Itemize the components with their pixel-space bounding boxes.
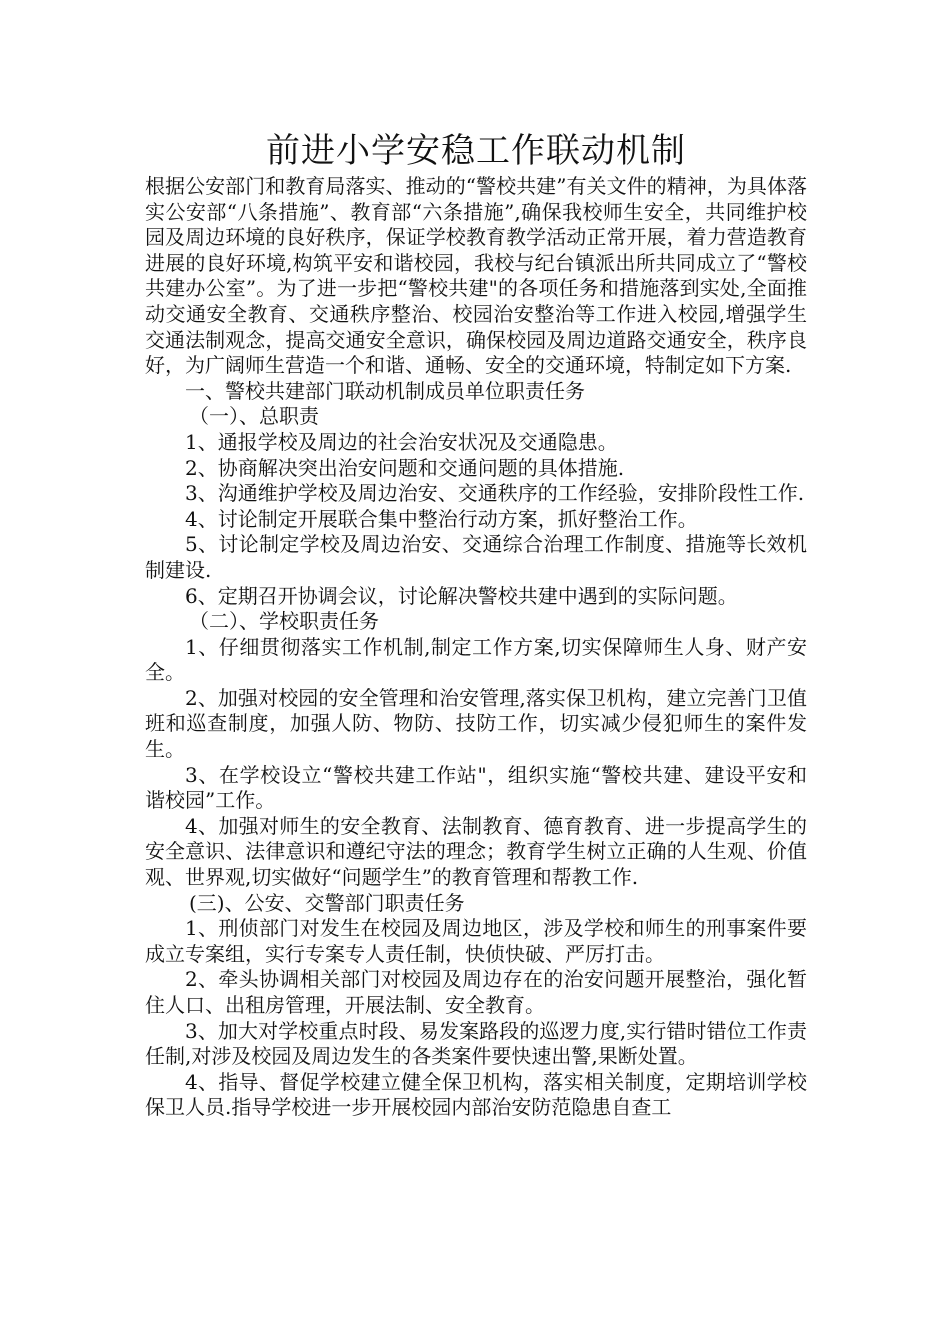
list-item: 1、通报学校及周边的社会治安状况及交通隐患。 <box>185 429 618 454</box>
list-item: 5、讨论制定学校及周边治安、交通综合治理工作制度、措施等长效机制建设. <box>145 532 807 582</box>
list-item: 6、定期召开协调会议，讨论解决警校共建中遇到的实际问题。 <box>185 583 738 608</box>
document-body <box>145 174 807 1121</box>
section-heading: 一、警校共建部门联动机制成员单位职责任务 <box>185 378 585 403</box>
intro-paragraph: 根据公安部门和教育局落实、推动的“警校共建”有关文件的精神，为具体落实公安部“八条措施”、教育部“六条措施”,确保我校师生安全，共同维护校园及周边环境的良好秩序，保证学校教育教学活动正常开展，着力营造教育进展的良好环境,构筑平安和谐校园，我校与纪台镇派出所共同成立了“警校共建办公室”。为了进一步把“警校共建"的各项任务和措施落到实处,全面推动交通安全教育、交通秩序整治、校园治安整治等工作进入校园,增强学生交通法制观念，提高交通安全意识，确保校园及周边道路交通安全，秩序良好，为广阔师生营造一个和谐、通畅、安全的交通环境，特制定如下方案. <box>145 174 807 378</box>
list-item: 2、协商解决突出治安问题和交通问题的具体措施. <box>185 455 625 480</box>
list-item: 2、加强对校园的安全管理和治安管理,落实保卫机构，建立完善门卫值班和巡查制度，加强人防、物防、技防工作，切实减少侵犯师生的案件发生。 <box>145 685 807 762</box>
list-item: 4、讨论制定开展联合集中整治行动方案，抓好整治工作。 <box>185 506 698 531</box>
list-item: 1、刑侦部门对发生在校园及周边地区，涉及学校和师生的刑事案件要成立专案组，实行专案专人责任制，快侦快破、严厉打击。 <box>145 916 807 966</box>
list-item: 3、沟通维护学校及周边治安、交通秩序的工作经验，安排阶段性工作. <box>185 481 805 506</box>
document-page <box>145 128 807 1121</box>
list-item: 3、在学校设立“警校共建工作站"，组织实施“警校共建、建设平安和谐校园”工作。 <box>145 762 807 813</box>
subsection-heading: （一）、总职责 <box>189 404 319 429</box>
subsection-heading: （二）、学校职责任务 <box>189 609 379 634</box>
document-title: 前进小学安稳工作联动机制 <box>266 131 686 171</box>
list-item: 4、加强对师生的安全教育、法制教育、德育教育、进一步提高学生的安全意识、法律意识和遵纪守法的理念；教育学生树立正确的人生观、价值观、世界观,切实做好“问题学生”的教育管理和帮教工作. <box>145 813 807 890</box>
list-item: 4、指导、督促学校建立健全保卫机构，落实相关制度，定期培训学校保卫人员.指导学校进一步开展校园内部治安防范隐患自查工 <box>145 1069 807 1120</box>
list-item: 1、仔细贯彻落实工作机制,制定工作方案,切实保障师生人身、财产安全。 <box>145 634 807 685</box>
subsection-heading: (三)、公安、交警部门职责任务 <box>189 890 465 915</box>
list-item: 3、加大对学校重点时段、易发案路段的巡逻力度,实行错时错位工作责任制,对涉及校园及周边发生的各类案件要快速出警,果断处置。 <box>145 1018 807 1069</box>
list-item: 2、牵头协调相关部门对校园及周边存在的治安问题开展整治，强化暂住人口、出租房管理，开展法制、安全教育。 <box>145 967 807 1017</box>
